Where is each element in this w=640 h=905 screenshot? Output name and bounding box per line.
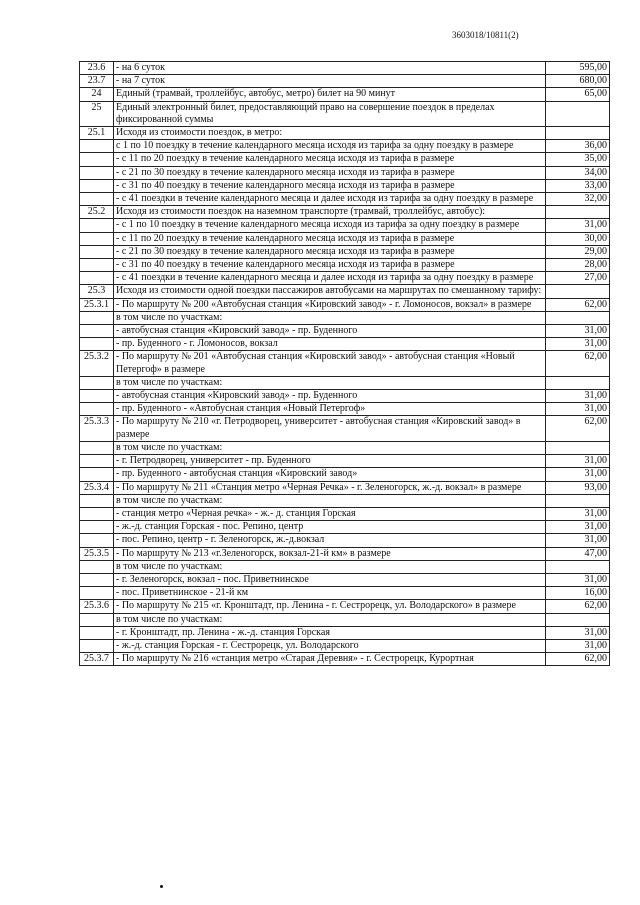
tariff-table-body (80, 62, 610, 666)
row-description-cell: Исходя из стоимости одной поездки пассажиров автобусами на маршрутах по смешанному тарифу: (114, 285, 546, 298)
table-row (80, 403, 610, 416)
row-price-cell: 29,00 (546, 245, 610, 258)
row-number-cell: 25 (80, 101, 114, 126)
row-number-cell (80, 193, 114, 206)
row-price-cell: 31,00 (546, 403, 610, 416)
row-price-cell: 36,00 (546, 140, 610, 153)
row-price-cell: 31,00 (546, 390, 610, 403)
row-description-cell: - ж.-д. станция Горская - пос. Репино, центр (114, 521, 546, 534)
row-number-cell (80, 272, 114, 285)
table-row (80, 219, 610, 232)
row-description-cell: - По маршруту № 211 «Станция метро «Черная Речка» - г. Зеленогорск, ж.-д. вокзал» в размере (114, 481, 546, 494)
row-number-cell (80, 573, 114, 586)
row-description-cell: - пос. Репино, центр - г. Зеленогорск, ж.-д.вокзал (114, 534, 546, 547)
row-price-cell: 33,00 (546, 179, 610, 192)
table-row (80, 416, 610, 441)
table-row (80, 245, 610, 258)
table-row (80, 653, 610, 666)
row-number-cell (80, 232, 114, 245)
table-row (80, 455, 610, 468)
tariff-table (79, 61, 610, 666)
table-row (80, 285, 610, 298)
table-row (80, 311, 610, 324)
row-price-cell: 62,00 (546, 600, 610, 613)
row-description-cell: Исходя из стоимости поездок на наземном транспорте (трамвай, троллейбус, автобус): (114, 206, 546, 219)
table-row (80, 193, 610, 206)
row-number-cell (80, 166, 114, 179)
row-number-cell (80, 587, 114, 600)
row-number-cell (80, 626, 114, 639)
row-price-cell: 34,00 (546, 166, 610, 179)
row-price-cell (546, 127, 610, 140)
row-price-cell (546, 311, 610, 324)
row-description-cell: - автобусная станция «Кировский завод» - пр. Буденного (114, 390, 546, 403)
row-number-cell (80, 639, 114, 652)
row-price-cell: 31,00 (546, 507, 610, 520)
table-row (80, 468, 610, 481)
row-description-cell: - с 21 по 30 поездку в течение календарного месяца исходя из тарифа в размере (114, 166, 546, 179)
row-price-cell: 32,00 (546, 193, 610, 206)
document-reference-number: 3603018/10811(2) (452, 30, 519, 40)
row-number-cell (80, 259, 114, 272)
row-description-cell: - По маршруту № 213 «г.Зеленогорск, вокзал-21-й км» в размере (114, 547, 546, 560)
row-number-cell: 25.2 (80, 206, 114, 219)
row-number-cell (80, 494, 114, 507)
row-price-cell: 16,00 (546, 587, 610, 600)
table-row (80, 232, 610, 245)
table-row (80, 351, 610, 376)
row-description-cell: - пос. Приветнинское - 21-й км (114, 587, 546, 600)
row-price-cell (546, 494, 610, 507)
table-row (80, 206, 610, 219)
row-description-cell: - на 6 суток (114, 62, 546, 75)
row-description-cell: - По маршруту № 210 «г. Петродворец, университет - автобусная станция «Кировский завод» в размере (114, 416, 546, 441)
row-number-cell (80, 521, 114, 534)
row-description-cell: - с 11 по 20 поездку в течение календарного месяца исходя из тарифа в размере (114, 232, 546, 245)
table-row (80, 127, 610, 140)
table-row (80, 600, 610, 613)
row-description-cell: в том числе по участкам: (114, 613, 546, 626)
row-description-cell: в том числе по участкам: (114, 441, 546, 454)
table-row (80, 153, 610, 166)
row-description-cell: - с 31 по 40 поездку в течение календарного месяца исходя из тарифа в размере (114, 179, 546, 192)
row-price-cell: 30,00 (546, 232, 610, 245)
row-number-cell (80, 455, 114, 468)
row-price-cell (546, 560, 610, 573)
row-price-cell (546, 376, 610, 389)
row-description-cell: - с 41 поездки в течение календарного месяца и далее исходя из тарифа за одну поездку в размере (114, 272, 546, 285)
row-price-cell: 93,00 (546, 481, 610, 494)
row-price-cell: 47,00 (546, 547, 610, 560)
row-price-cell: 62,00 (546, 351, 610, 376)
row-price-cell: 680,00 (546, 75, 610, 88)
table-row (80, 547, 610, 560)
row-description-cell: - г. Кронштадт, пр. Ленина - ж.-д. станция Горская (114, 626, 546, 639)
table-row (80, 298, 610, 311)
row-description-cell: Единый (трамвай, троллейбус, автобус, метро) билет на 90 минут (114, 88, 546, 101)
row-number-cell (80, 140, 114, 153)
row-number-cell (80, 613, 114, 626)
row-price-cell: 31,00 (546, 219, 610, 232)
row-description-cell: - станция метро «Черная речка» - ж.- д. станция Горская (114, 507, 546, 520)
row-price-cell: 27,00 (546, 272, 610, 285)
row-description-cell: - с 21 по 30 поездку в течение календарного месяца исходя из тарифа в размере (114, 245, 546, 258)
row-number-cell: 25.3.2 (80, 351, 114, 376)
row-description-cell: - г. Зеленогорск, вокзал - пос. Приветнинское (114, 573, 546, 586)
table-row (80, 390, 610, 403)
scan-speck (160, 885, 163, 888)
table-row (80, 587, 610, 600)
row-description-cell: в том числе по участкам: (114, 494, 546, 507)
table-row (80, 75, 610, 88)
row-price-cell (546, 206, 610, 219)
row-description-cell: - на 7 суток (114, 75, 546, 88)
row-price-cell (546, 101, 610, 126)
row-number-cell (80, 376, 114, 389)
row-number-cell: 25.3 (80, 285, 114, 298)
table-row (80, 272, 610, 285)
table-row (80, 626, 610, 639)
row-number-cell: 25.3.6 (80, 600, 114, 613)
table-row (80, 88, 610, 101)
table-row (80, 325, 610, 338)
row-description-cell: - По маршруту № 215 «г. Кронштадт, пр. Ленина - г. Сестрорецк, ул. Володарского» в размере (114, 600, 546, 613)
row-price-cell: 28,00 (546, 259, 610, 272)
row-number-cell: 25.3.1 (80, 298, 114, 311)
row-description-cell: в том числе по участкам: (114, 560, 546, 573)
row-price-cell: 31,00 (546, 521, 610, 534)
row-price-cell: 31,00 (546, 338, 610, 351)
table-row (80, 62, 610, 75)
row-description-cell: - пр. Буденного - г. Ломоносов, вокзал (114, 338, 546, 351)
table-row (80, 507, 610, 520)
row-number-cell: 25.3.7 (80, 653, 114, 666)
row-number-cell: 25.3.3 (80, 416, 114, 441)
row-description-cell: - с 11 по 20 поездку в течение календарного месяца исходя из тарифа в размере (114, 153, 546, 166)
table-row (80, 494, 610, 507)
row-price-cell: 31,00 (546, 639, 610, 652)
table-row (80, 573, 610, 586)
row-price-cell (546, 441, 610, 454)
table-row (80, 534, 610, 547)
row-number-cell (80, 403, 114, 416)
table-row (80, 639, 610, 652)
row-price-cell: 62,00 (546, 416, 610, 441)
row-number-cell: 25.3.5 (80, 547, 114, 560)
row-number-cell (80, 245, 114, 258)
row-description-cell: - По маршруту № 201 «Автобусная станция «Кировский завод» - автобусная станция «Новый Петергоф» в размере (114, 351, 546, 376)
table-row (80, 338, 610, 351)
row-number-cell (80, 441, 114, 454)
row-description-cell: - с 31 по 40 поездку в течение календарного месяца исходя из тарифа в размере (114, 259, 546, 272)
row-number-cell (80, 219, 114, 232)
row-description-cell: - По маршруту № 216 «станция метро «Старая Деревня» - г. Сестрорецк, Курортная (114, 653, 546, 666)
row-number-cell (80, 390, 114, 403)
row-price-cell: 31,00 (546, 468, 610, 481)
table-row (80, 179, 610, 192)
row-number-cell: 23.6 (80, 62, 114, 75)
row-number-cell (80, 311, 114, 324)
row-number-cell (80, 468, 114, 481)
row-number-cell: 25.1 (80, 127, 114, 140)
row-price-cell: 31,00 (546, 325, 610, 338)
row-description-cell: в том числе по участкам: (114, 311, 546, 324)
row-description-cell: - с 41 поездки в течение календарного месяца и далее исходя из тарифа за одну поездку в размере (114, 193, 546, 206)
row-description-cell: - пр. Буденного - автобусная станция «Кировский завод» (114, 468, 546, 481)
row-price-cell: 31,00 (546, 626, 610, 639)
row-number-cell (80, 534, 114, 547)
table-row (80, 259, 610, 272)
row-price-cell (546, 613, 610, 626)
row-description-cell: - с 1 по 10 поездку в течение календарного месяца исходя из тарифа за одну поездку в размере (114, 219, 546, 232)
row-description-cell: - г. Петродворец, университет - пр. Буденного (114, 455, 546, 468)
row-price-cell: 31,00 (546, 455, 610, 468)
row-number-cell: 23.7 (80, 75, 114, 88)
row-number-cell (80, 325, 114, 338)
row-price-cell: 65,00 (546, 88, 610, 101)
table-row (80, 521, 610, 534)
row-number-cell: 24 (80, 88, 114, 101)
row-description-cell: Исходя из стоимости поездок, в метро: (114, 127, 546, 140)
row-number-cell: 25.3.4 (80, 481, 114, 494)
row-price-cell (546, 285, 610, 298)
table-row (80, 560, 610, 573)
table-row (80, 376, 610, 389)
row-number-cell (80, 560, 114, 573)
table-row (80, 166, 610, 179)
row-description-cell: - ж.-д. станция Горская - г. Сестрорецк, ул. Володарского (114, 639, 546, 652)
row-price-cell: 31,00 (546, 534, 610, 547)
table-row (80, 441, 610, 454)
row-description-cell: - автобусная станция «Кировский завод» - пр. Буденного (114, 325, 546, 338)
table-row (80, 613, 610, 626)
row-description-cell: в том числе по участкам: (114, 376, 546, 389)
table-row (80, 101, 610, 126)
row-description-cell: с 1 по 10 поездку в течение календарного месяца исходя из тарифа за одну поездку в размере (114, 140, 546, 153)
row-description-cell: - пр. Буденного - «Автобусная станция «Новый Петергоф» (114, 403, 546, 416)
row-price-cell: 31,00 (546, 573, 610, 586)
row-number-cell (80, 179, 114, 192)
row-price-cell: 62,00 (546, 653, 610, 666)
row-price-cell: 35,00 (546, 153, 610, 166)
table-row (80, 140, 610, 153)
row-number-cell (80, 507, 114, 520)
row-price-cell: 595,00 (546, 62, 610, 75)
row-description-cell: - По маршруту № 200 «Автобусная станция «Кировский завод» - г. Ломоносов, вокзал» в размере (114, 298, 546, 311)
table-row (80, 481, 610, 494)
row-number-cell (80, 338, 114, 351)
row-price-cell: 62,00 (546, 298, 610, 311)
row-number-cell (80, 153, 114, 166)
row-description-cell: Единый электронный билет, предоставляющий право на совершение поездок в пределах фиксированной суммы (114, 101, 546, 126)
